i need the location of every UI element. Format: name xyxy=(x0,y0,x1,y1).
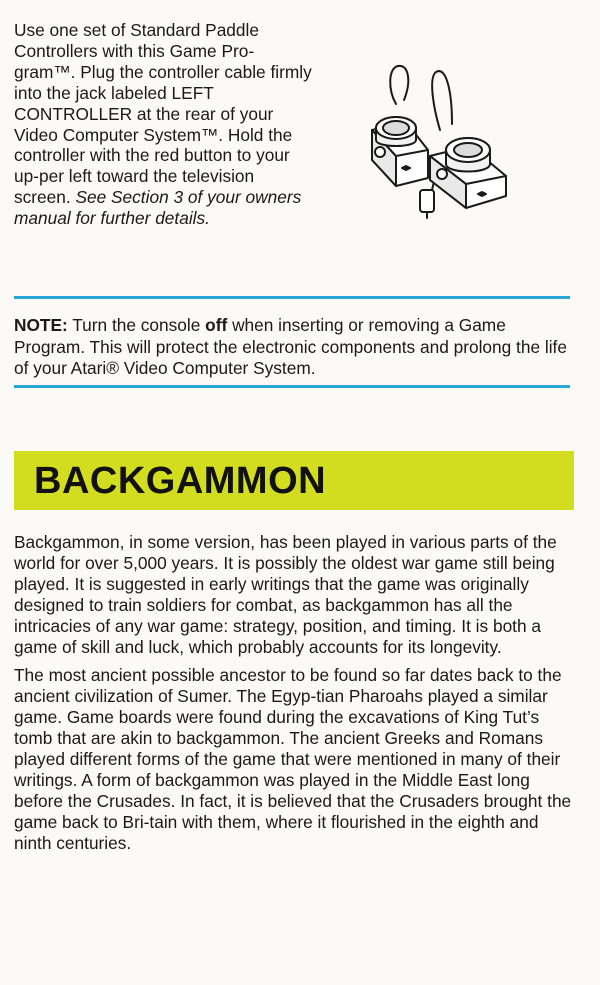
note-bold-off: off xyxy=(205,315,228,335)
owners-manual-reference: See Section 3 of your owners manual for further details. xyxy=(14,187,302,229)
history-paragraph-1: Backgammon, in some version, has been played in various parts of the world for over 5,000 years. It is possibly the oldest war game still being played. It is suggested in early writings that the game was originally designed to train soldiers for combat, as backgammon has all the intricacies of any war game: strategy, position, and timing. It is both a game of skill and luck, which probably accounts for its longevity. xyxy=(14,532,557,657)
note-top-rule xyxy=(14,296,570,299)
note-text-after: when inserting or removing a Game Program. This will protect the electronic components and prolong the life of your Atari® Video Computer System. xyxy=(14,315,567,378)
note-label: NOTE: xyxy=(14,315,68,335)
note-text-before: Turn the console xyxy=(72,315,201,335)
backgammon-history xyxy=(14,532,580,862)
note-bottom-rule xyxy=(14,385,570,388)
section-banner xyxy=(14,451,574,510)
controller-instructions xyxy=(14,20,314,229)
controller-instructions-paragraph xyxy=(14,20,314,229)
history-paragraph-2: The most ancient possible ancestor to be found so far dates back to the ancient civilization of Sumer. The Egyp-tian Pharoahs played a similar game. Game boards were found during the excavations of King Tut’s tomb that are akin to backgammon. The ancient Greeks and Romans played different forms of the game that were mentioned in many of their writings. A form of backgammon was played in the Middle East long before the Crusades. In fact, it is believed that the Crusaders brought the game back to Bri-tain with them, where it flourished in the eighth and ninth centuries. xyxy=(14,665,572,853)
controller-instructions-text: Use one set of Standard Paddle Controllers with this Game Pro-gram™. Plug the controller cable firmly into the jack labeled LEFT CONTROLLER at the rear of your Video Computer System™. Hold the controller with the red button to your up-per left toward the television screen. xyxy=(14,20,312,208)
section-title: BACKGAMMON xyxy=(34,460,327,502)
note-box xyxy=(14,315,574,380)
paddle-controllers-illustration xyxy=(358,60,520,220)
